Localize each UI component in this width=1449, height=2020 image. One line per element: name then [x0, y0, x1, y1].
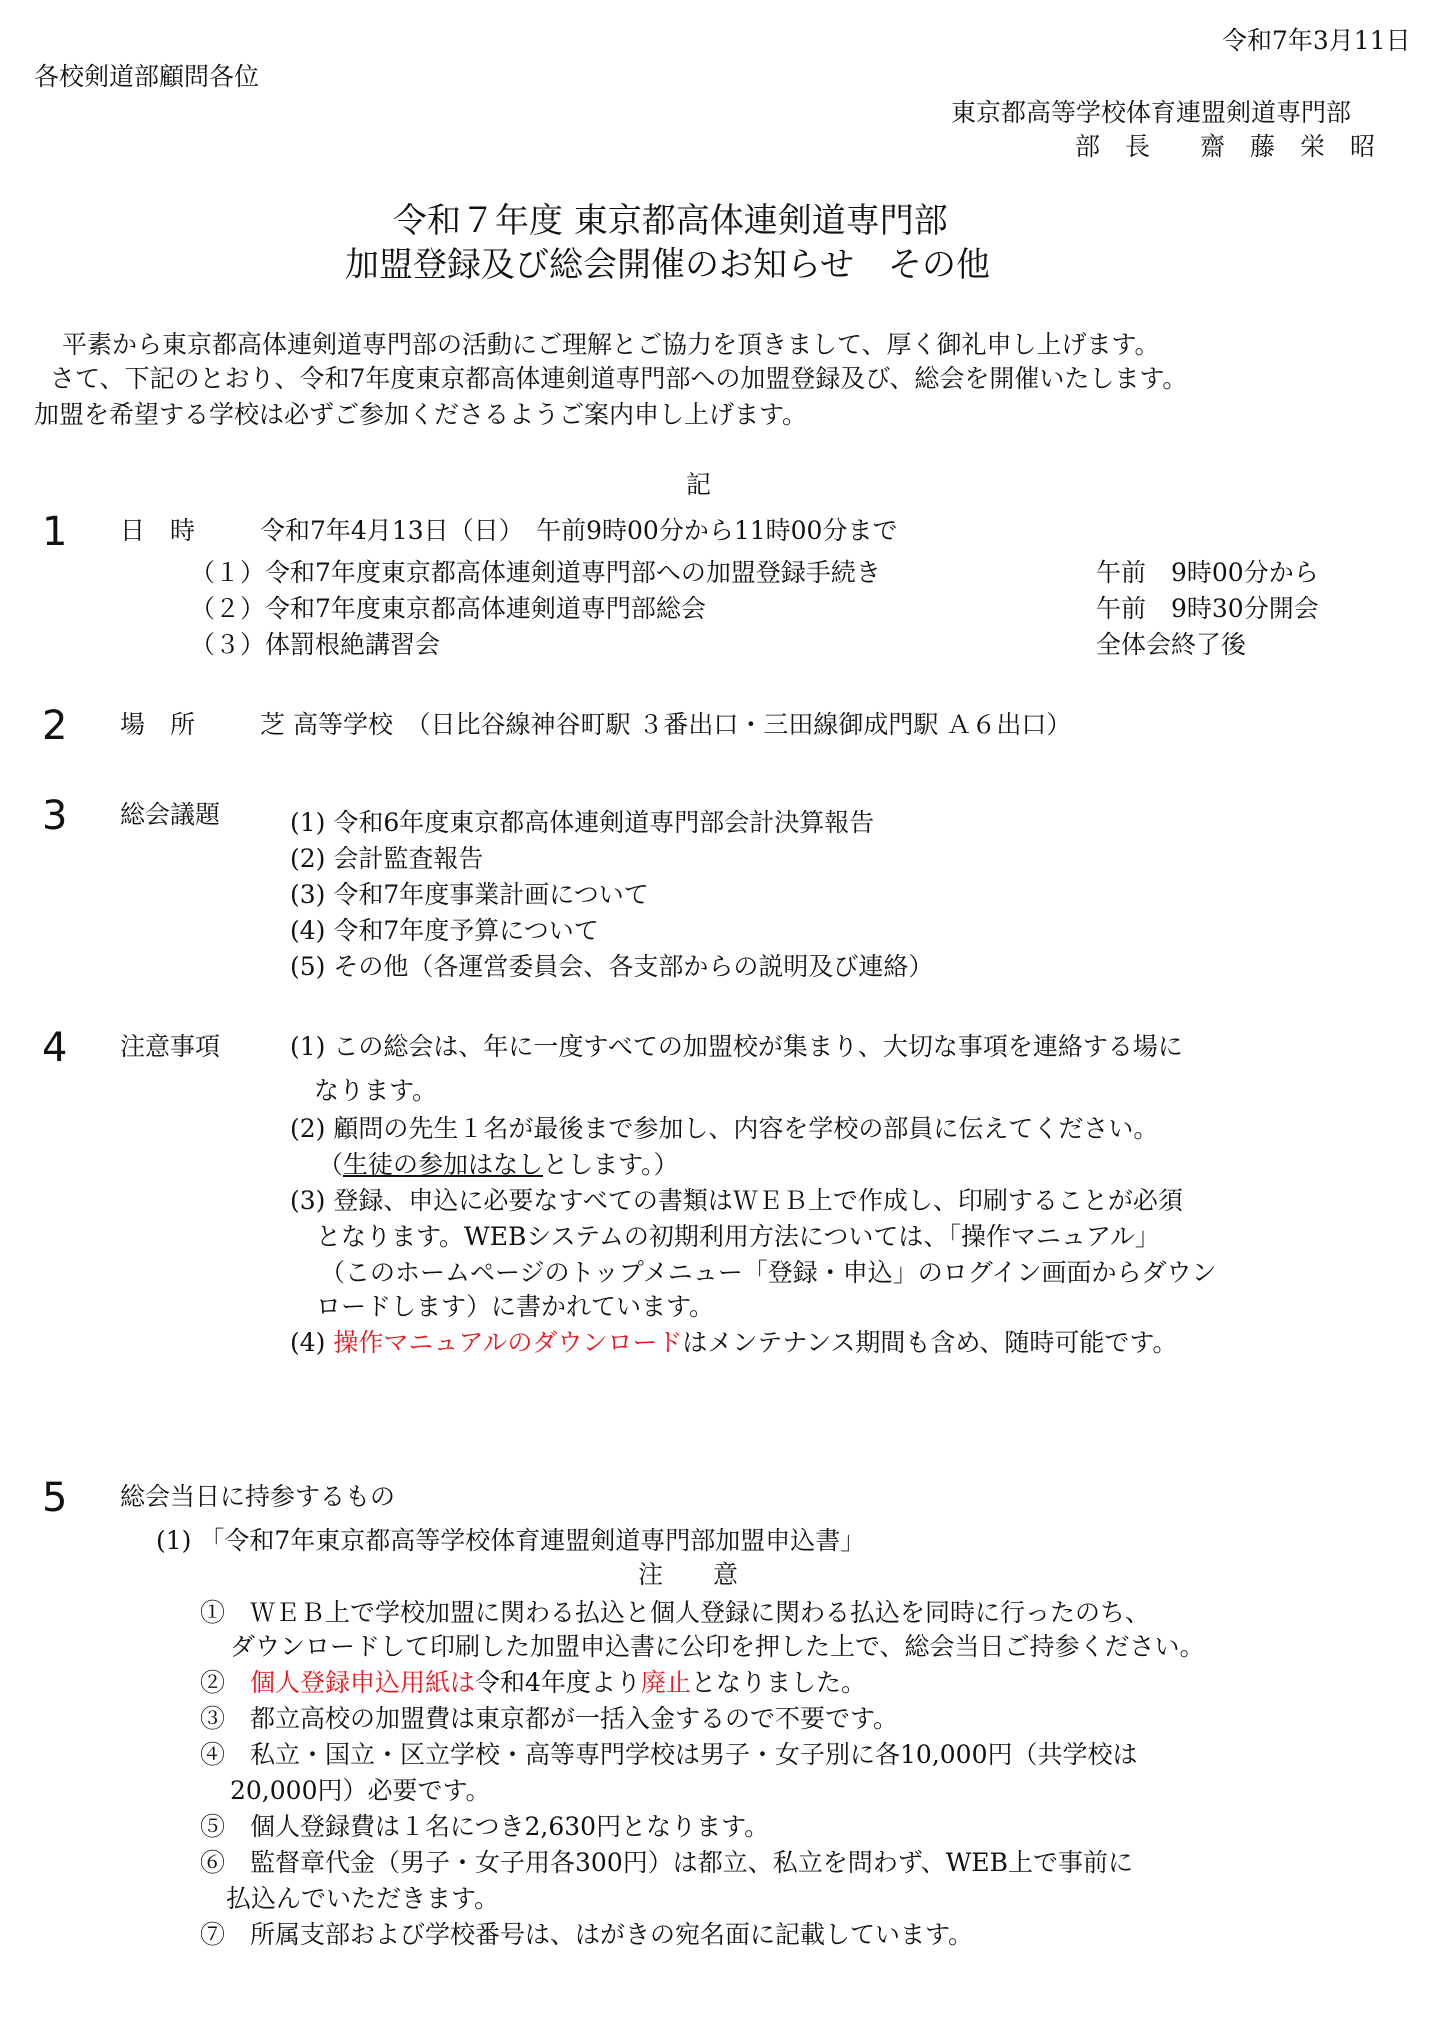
section-4-number: 4 — [42, 1025, 68, 1071]
document-date: 令和7年3月11日 — [1222, 26, 1411, 55]
section-2-label: 場 所 — [120, 710, 196, 739]
intro-line-1: 平素から東京都高体連剣道専門部の活動にご理解とご協力を頂きまして、厚く御礼申し上げます。 — [62, 330, 1160, 359]
note-5: ⑤ 個人登録費は１名につき2,630円となります。 — [200, 1812, 770, 1841]
note-2-tail: となりました。 — [690, 1668, 866, 1697]
section-4-item-3-line-3: （このホームページのトップメニュー「登録・申込」のログイン画面からダウン — [320, 1258, 1217, 1287]
section-4-item-3-line-1: (3) 登録、申込に必要なすべての書類はＷＥＢ上で作成し、印刷することが必須 — [290, 1186, 1183, 1215]
section-2-number: 2 — [42, 703, 68, 749]
section-2-value: 芝 高等学校 （日比谷線神谷町駅 ３番出口・三田線御成門駅 Ａ６出口） — [260, 710, 1072, 739]
section-1-item-2-time: 午前 9時30分開会 — [1096, 594, 1319, 623]
section-1-item-2: （２）令和7年度東京都高体連剣道専門部総会 — [190, 594, 706, 623]
recipient: 各校剣道部顧問各位 — [34, 62, 260, 91]
section-5-sub-1: (1) 「令和7年東京都高等学校体育連盟剣道専門部加盟申込書」 — [156, 1526, 866, 1555]
section-4-item-3-line-2: となります。WEBシステムの初期利用方法については、「操作マニュアル」 — [316, 1222, 1160, 1251]
note-3: ③ 都立高校の加盟費は東京都が一括入金するので不要です。 — [200, 1704, 899, 1733]
note-1-line-2: ダウンロードして印刷した加盟申込書に公印を押した上で、総会当日ご持参ください。 — [230, 1632, 1205, 1661]
item-4-tail: はメンテナンス期間も含め、随時可能です。 — [682, 1328, 1178, 1357]
section-1-item-1: （１）令和7年度東京都高体連剣道専門部への加盟登録手続き — [190, 558, 881, 587]
note-7: ⑦ 所属支部および学校番号は、はがきの宛名面に記載しています。 — [200, 1920, 974, 1949]
section-3-label: 総会議題 — [120, 800, 221, 829]
section-4-item-1-line-1: (1) この総会は、年に一度すべての加盟校が集まり、大切な事項を連絡する場に — [290, 1032, 1183, 1061]
intro-line-3: 加盟を希望する学校は必ずご参加くださるようご案内申し上げます。 — [34, 400, 808, 429]
section-1-number: 1 — [42, 509, 68, 555]
section-1-label: 日 時 — [120, 516, 196, 545]
note-2-middle: 令和4年度より — [475, 1668, 641, 1697]
note-1-line-1: ① ＷＥＢ上で学校加盟に関わる払込と個人登録に関わる払込を同時に行ったのち、 — [200, 1598, 1151, 1627]
manual-download-highlight: 操作マニュアルのダウンロード — [333, 1328, 683, 1357]
note-2 — [200, 1666, 866, 1700]
paren-open: （ — [318, 1150, 344, 1179]
section-3-item-5: (5) その他（各運営委員会、各支部からの説明及び連絡） — [290, 952, 934, 981]
note-2-highlight-1: 個人登録申込用紙は — [250, 1668, 476, 1697]
title-line-2: 加盟登録及び総会開催のお知らせ その他 — [345, 245, 990, 285]
sender-title: 部 長 齋 藤 栄 昭 — [1075, 132, 1376, 161]
note-6-line-2: 払込んでいただきます。 — [226, 1884, 500, 1913]
intro-line-2: さて、下記のとおり、令和7年度東京都高体連剣道専門部への加盟登録及び、総会を開催いたします。 — [50, 364, 1188, 393]
title-line-1: 令和７年度 東京都高体連剣道専門部 — [393, 201, 948, 241]
section-4-item-2-line-1: (2) 顧問の先生１名が最後まで参加し、内容を学校の部員に伝えてください。 — [290, 1114, 1159, 1143]
section-4-label: 注意事項 — [120, 1032, 221, 1061]
section-3-item-2: (2) 会計監査報告 — [290, 844, 484, 873]
section-1-value: 令和7年4月13日（日） 午前9時00分から11時00分まで — [260, 516, 898, 545]
section-4-item-1-line-2: なります。 — [314, 1076, 438, 1105]
section-3-item-3: (3) 令和7年度事業計画について — [290, 880, 649, 909]
note-6-line-1: ⑥ 監督章代金（男子・女子用各300円）は都立、私立を問わず、WEB上で事前に — [200, 1848, 1134, 1877]
note-4-line-2: 20,000円）必要です。 — [230, 1776, 491, 1805]
note-4-line-1: ④ 私立・国立・区立学校・高等専門学校は男子・女子別に各10,000円（共学校は — [200, 1740, 1138, 1769]
underlined-note: 生徒の参加はなし — [343, 1150, 544, 1179]
ki-heading: 記 — [686, 470, 712, 499]
item-4-prefix: (4) — [290, 1328, 334, 1357]
note-2-marker: ② — [200, 1668, 251, 1697]
section-4-item-3-line-4: ロードします）に書かれています。 — [316, 1292, 715, 1321]
sender-organization: 東京都高等学校体育連盟剣道専門部 — [951, 98, 1352, 127]
section-3-item-1: (1) 令和6年度東京都高体連剣道専門部会計決算報告 — [290, 808, 875, 837]
chui-heading: 注 意 — [638, 1560, 739, 1589]
section-5-number: 5 — [42, 1475, 68, 1521]
section-3-number: 3 — [42, 793, 68, 839]
note-2-highlight-2: 廃止 — [640, 1668, 691, 1697]
section-4-item-2-line-2 — [318, 1148, 679, 1182]
section-1-item-3: （３）体罰根絶講習会 — [190, 630, 441, 659]
section-1-item-1-time: 午前 9時00分から — [1096, 558, 1319, 587]
section-1-item-3-time: 全体会終了後 — [1096, 630, 1247, 659]
section-3-item-4: (4) 令和7年度予算について — [290, 916, 599, 945]
note-tail: とします。） — [543, 1150, 679, 1179]
section-4-item-4 — [290, 1326, 1177, 1360]
section-5-label: 総会当日に持参するもの — [120, 1482, 396, 1511]
